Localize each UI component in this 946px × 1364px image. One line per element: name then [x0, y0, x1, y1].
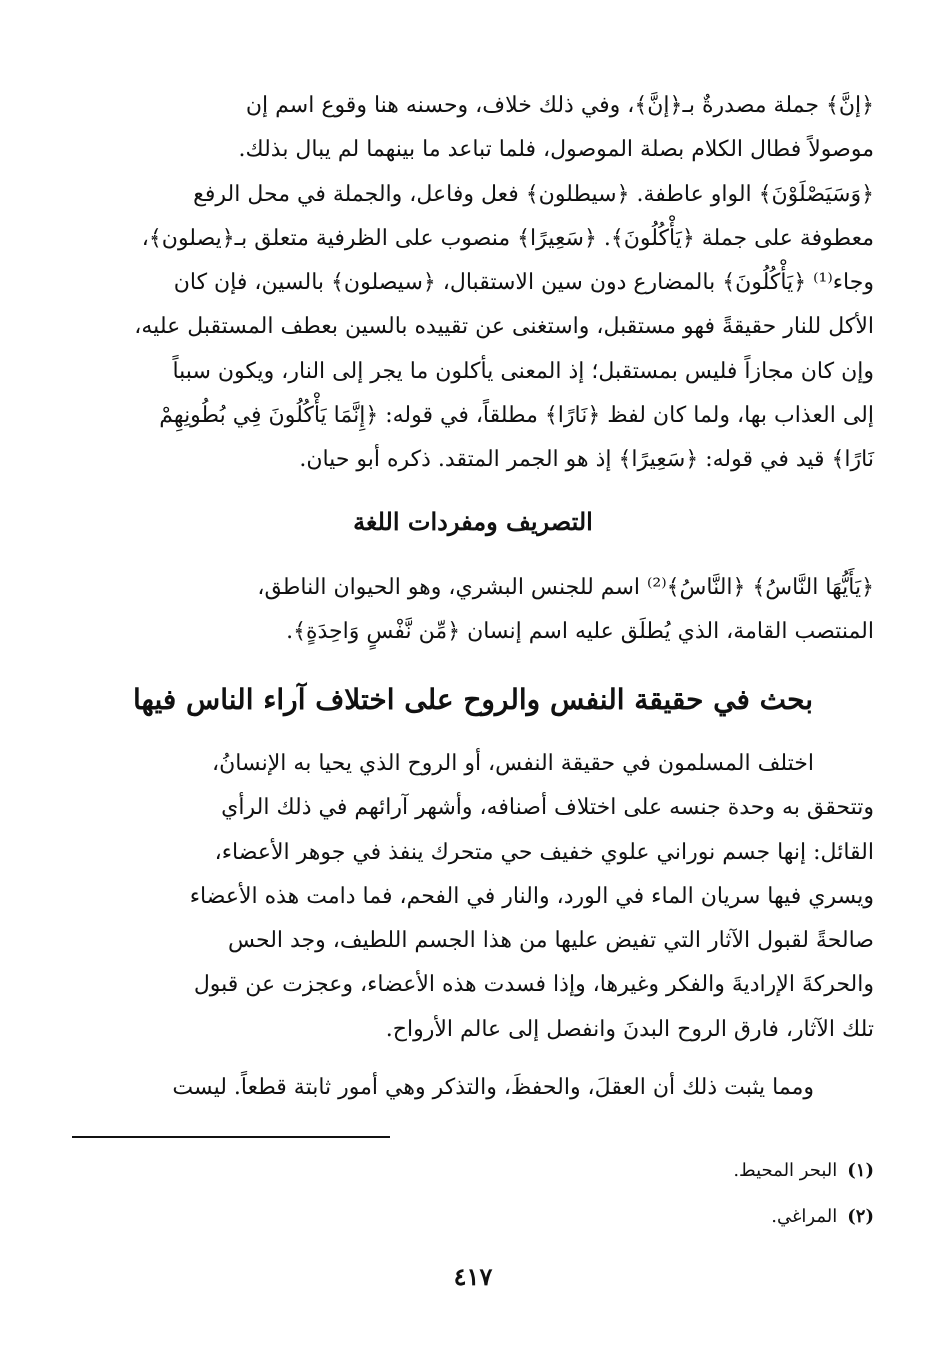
section-heading: بحث في حقيقة النفس والروح على اختلاف آراء الناس فيها: [133, 683, 813, 716]
text-line: إلى العذاب بها، ولما كان لفظ ﴿نَارًا﴾ مطلقاً، في قوله: ﴿إِنَّمَا يَأْكُلُونَ فِي بُطُونِهِمْ: [159, 403, 874, 429]
text-line: ﴿وَسَيَصْلَوْنَ﴾ الواو عاطفة. ﴿سيطلون﴾ فعل وفاعل، والجملة في محل الرفع: [193, 181, 874, 207]
text-line: معطوفة على جملة ﴿يَأْكُلُونَ﴾. ﴿سَعِيرًا﴾ منصوب على الظرفية متعلق بـ﴿يصلون﴾،: [141, 225, 874, 251]
text-line: وإن كان مجازاً فليس بمستقبل؛ إذ المعنى يأكلون ما يجر إلى النار، ويكون سبباً: [172, 358, 874, 384]
text-line: اختلف المسلمون في حقيقة النفس، أو الروح الذي يحيا به الإنسانُ،: [212, 751, 814, 776]
text-line: ومما يثبت ذلك أن العقلَ، والحفظَ، والتذكر وهي أمور ثابتة قطعاً. ليست: [172, 1075, 814, 1100]
text-line: نَارًا﴾ قيد في قوله: ﴿سَعِيرًا﴾ إذ هو الجمر المتقد. ذكره أبو حيان.: [299, 447, 874, 473]
text-line: ﴿يَأَيُّهَا النَّاسُ﴾ ﴿النَّاسُ﴾⁽²⁾ اسم للجنس البشري، وهو الحيوان الناطق،: [257, 575, 874, 600]
text-line: تلك الآثار، فارق الروح البدنَ وانفصل إلى عالم الأرواح.: [385, 1016, 874, 1042]
vocabulary-paragraph: [72, 566, 874, 655]
text-line: القائل: إنها جسم نوراني علوي خفيف حي متحرك ينفذ في جوهر الأعضاء،: [214, 839, 874, 865]
page-number: ٤١٧: [453, 1262, 493, 1291]
text-line: ﴿إنَّ﴾ جملة مصدرةٌ بـ﴿إنَّ﴾، وفي ذلك خلاف، وحسنه هنا وقوع اسم إن: [245, 93, 874, 118]
footnote-text: البحر المحيط.: [733, 1160, 838, 1181]
text-line: صالحةً لقبول الآثار التي تفيض عليها من هذا الجسم اللطيف، وجد الحس: [227, 928, 874, 954]
tafsir-paragraph: [72, 84, 874, 483]
text-line: والحركةَ الإراديةَ والفكر وغيرها، وإذا فسدت هذه الأعضاء، وعجزت عن قبول: [193, 972, 874, 998]
footnote: [72, 1194, 874, 1240]
continuation-paragraph: [72, 1066, 874, 1110]
discussion-paragraph: [72, 742, 874, 1052]
text-line: وتتحقق به وحدة جنسه على اختلاف أصنافه، وأشهر آرائهم في ذلك الرأي: [221, 795, 874, 821]
text-line: وجاء⁽¹⁾ ﴿يَأْكُلُونَ﴾ بالمضارع دون سين الاستقبال، ﴿سيصلون﴾ بالسين، فإن كان: [173, 270, 874, 296]
footnote-number: (٢): [847, 1206, 874, 1227]
footnotes: [72, 1148, 874, 1240]
footnote-number: (١): [847, 1160, 874, 1181]
text-line: المنتصب القامة، الذي يُطلَق عليه اسم إنسان ﴿مِّن نَّفْسٍ وَاحِدَةٍ﴾.: [286, 619, 874, 645]
text-line: الأكل للنار حقيقةً فهو مستقبل، واستغنى عن تقييده بالسين بعطف المستقبل عليه،: [134, 314, 874, 340]
footnote-divider: [72, 1136, 390, 1138]
text-line: ويسري فيها سريان الماء في الورد، والنار في الفحم، فما دامت هذه الأعضاء: [189, 883, 874, 909]
text-line: موصولاً فطال الكلام بصلة الموصول، فلما تباعد ما بينهما لم يبال بذلك.: [238, 137, 874, 163]
section-heading: التصريف ومفردات اللغة: [353, 507, 593, 536]
footnote: [72, 1148, 874, 1194]
footnote-text: المراغي.: [771, 1206, 838, 1227]
